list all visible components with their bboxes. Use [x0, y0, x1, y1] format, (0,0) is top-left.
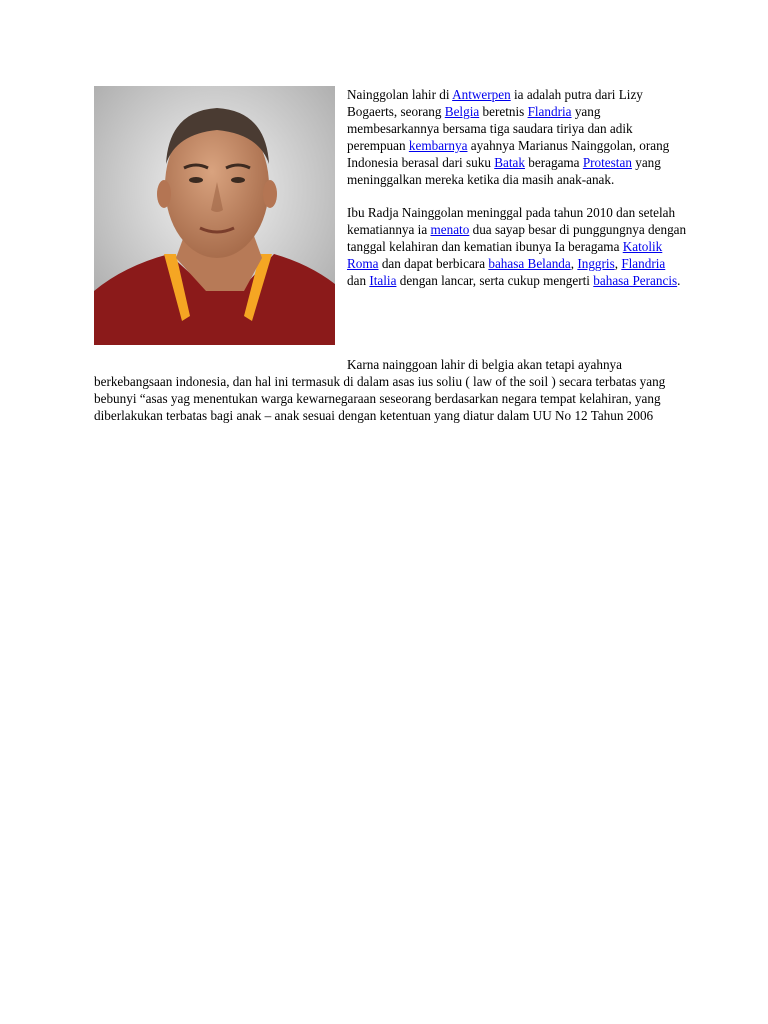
text-span: beragama [524, 154, 583, 170]
link-protestan[interactable]: Protestan [582, 154, 632, 170]
text-span: ia adalah putra dari Lizy Bogaerts, seorang [347, 87, 643, 119]
text-span: dan dapat berbicara [378, 256, 489, 272]
text-span: dengan lancar, serta cukup mengerti [396, 273, 594, 289]
link-kembarnya[interactable]: kembarnya [408, 137, 468, 153]
paragraph-mother [347, 205, 687, 290]
link-batak[interactable]: Batak [494, 154, 525, 170]
link-menato[interactable]: menato [430, 222, 470, 238]
text-span: Nainggolan lahir di [347, 87, 453, 102]
article-text [347, 87, 687, 307]
text-span: , [614, 256, 622, 272]
text-span: dua sayap besar di punggungnya dengan tanggal kelahiran dan kematian ibunya Ia beragama [347, 222, 687, 255]
link-bahasa-belanda[interactable]: bahasa Belanda [488, 256, 571, 272]
link-antwerpen[interactable]: Antwerpen [452, 87, 511, 102]
text-span: , [570, 256, 578, 272]
paragraph-origin [347, 87, 687, 188]
link-flandria-2[interactable]: Flandria [621, 256, 666, 272]
link-inggris[interactable]: Inggris [577, 256, 615, 272]
text-span: . [677, 273, 681, 289]
link-italia[interactable]: Italia [369, 273, 397, 289]
text-span: yang membesarkannya bersama tiga saudara tiriya dan adik perempuan [347, 103, 633, 153]
text-span: ayahnya Marianus Nainggolan, orang Indonesia berasal dari suku [347, 137, 670, 170]
link-belgia[interactable]: Belgia [444, 103, 480, 119]
text-span: dan [347, 273, 370, 289]
player-photo [94, 86, 335, 345]
link-bahasa-perancis[interactable]: bahasa Perancis [593, 273, 678, 289]
link-flandria[interactable]: Flandria [527, 103, 572, 119]
text-span: Karna nainggoan lahir di belgia akan tetapi ayahnya [347, 357, 622, 372]
text-span: berkebangsaan indonesia, dan hal ini termasuk di dalam asas ius soliu ( law of the soil ) secara terbatas yang bebunyi “asas yag menentukan warga kewarnegaraan seseorang berdasarkan negara tempat kelahiran, yang diberlakukan terbatas bagi anak – anak sesuai dengan ketentuan yang diatur dalam UU No 12 Tahun 2006 [94, 373, 666, 423]
link-katolik-roma[interactable]: Katolik Roma [347, 239, 663, 272]
text-span: Ibu Radja Nainggolan meninggal pada tahun 2010 dan setelah kematiannya ia [347, 205, 676, 238]
text-span: beretnis [479, 103, 528, 119]
text-span: yang meninggalkan mereka ketika dia masih anak-anak. [347, 154, 661, 187]
paragraph-citizenship [94, 357, 694, 425]
